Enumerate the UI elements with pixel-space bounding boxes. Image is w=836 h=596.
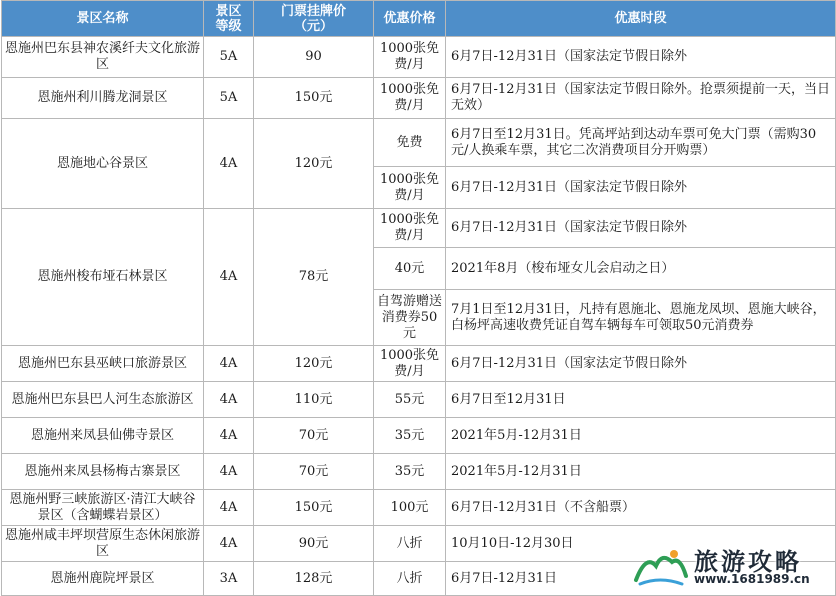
header-period: 优惠时段 <box>446 1 836 37</box>
list-price: 110元 <box>254 382 374 418</box>
scenic-name: 恩施州鹿院坪景区 <box>2 562 204 596</box>
scenic-level: 5A <box>204 78 254 119</box>
scenic-name: 恩施州来凤县仙佛寺景区 <box>2 418 204 454</box>
discount-price: 免费 <box>374 119 446 167</box>
scenic-name: 恩施州梭布垭石林景区 <box>2 209 204 346</box>
scenic-name: 恩施州利川腾龙洞景区 <box>2 78 204 119</box>
discount-period: 6月7日至12月31日。凭高坪站到达动车票可免大门票（需购30元/人换乘车票，其它二次消费项目分开购票） <box>446 119 836 167</box>
scenic-level: 4A <box>204 526 254 562</box>
watermark-title: 旅游攻略 <box>694 548 802 576</box>
table-row <box>2 454 836 490</box>
table-row <box>2 382 836 418</box>
list-price: 120元 <box>254 119 374 209</box>
discount-period: 6月7日-12月31日（国家法定节假日除外。抢票须提前一天，当日无效） <box>446 78 836 119</box>
discount-price: 1000张免费/月 <box>374 209 446 248</box>
scenic-discount-table <box>1 0 836 596</box>
scenic-name: 恩施州巴东县神农溪纤夫文化旅游区 <box>2 37 204 78</box>
discount-price: 1000张免费/月 <box>374 78 446 119</box>
scenic-level: 4A <box>204 490 254 526</box>
discount-price: 八折 <box>374 562 446 596</box>
list-price: 90元 <box>254 526 374 562</box>
scenic-level: 3A <box>204 562 254 596</box>
list-price: 150元 <box>254 78 374 119</box>
table-header-row <box>2 1 836 37</box>
table-row <box>2 78 836 119</box>
discount-period: 2021年5月-12月31日 <box>446 418 836 454</box>
table-row <box>2 37 836 78</box>
list-price: 90 <box>254 37 374 78</box>
list-price: 70元 <box>254 454 374 490</box>
discount-price: 1000张免费/月 <box>374 37 446 78</box>
scenic-name: 恩施州巴东县巫峡口旅游景区 <box>2 346 204 382</box>
discount-period: 6月7日-12月31日（国家法定节假日除外 <box>446 346 836 382</box>
watermark-url: www.1681989.cn <box>694 572 810 586</box>
discount-price: 55元 <box>374 382 446 418</box>
table-row <box>2 209 836 248</box>
table-row <box>2 490 836 526</box>
scenic-level: 4A <box>204 346 254 382</box>
table-row <box>2 346 836 382</box>
discount-period: 2021年8月（梭布垭女儿会启动之日） <box>446 248 836 290</box>
table-row <box>2 418 836 454</box>
scenic-name: 恩施州野三峡旅游区·清江大峡谷景区（含蝴蝶岩景区） <box>2 490 204 526</box>
discount-period: 2021年5月-12月31日 <box>446 454 836 490</box>
header-level: 景区 等级 <box>204 1 254 37</box>
discount-period: 6月7日-12月31日（国家法定节假日除外 <box>446 209 836 248</box>
discount-period: 6月7日-12月31日（国家法定节假日除外 <box>446 167 836 209</box>
scenic-name: 恩施州咸丰坪坝营原生态休闲旅游区 <box>2 526 204 562</box>
scenic-name: 恩施地心谷景区 <box>2 119 204 209</box>
discount-price: 1000张免费/月 <box>374 346 446 382</box>
scenic-name: 恩施州巴东县巴人河生态旅游区 <box>2 382 204 418</box>
table-row <box>2 119 836 167</box>
list-price: 78元 <box>254 209 374 346</box>
discount-period: 7月1日至12月31日，凡持有恩施北、恩施龙凤坝、恩施大峡谷，白杨坪高速收费凭证自驾车辆每车可领取50元消费券 <box>446 290 836 346</box>
scenic-level: 4A <box>204 119 254 209</box>
discount-period: 6月7日-12月31日 <box>446 562 836 596</box>
discount-period: 6月7日-12月31日（国家法定节假日除外 <box>446 37 836 78</box>
scenic-level: 4A <box>204 209 254 346</box>
scenic-level: 4A <box>204 454 254 490</box>
list-price: 70元 <box>254 418 374 454</box>
scenic-level: 5A <box>204 37 254 78</box>
header-name: 景区名称 <box>2 1 204 37</box>
discount-period: 6月7日至12月31日 <box>446 382 836 418</box>
list-price: 128元 <box>254 562 374 596</box>
discount-price: 100元 <box>374 490 446 526</box>
discount-price: 35元 <box>374 418 446 454</box>
header-price: 门票挂牌价 （元） <box>254 1 374 37</box>
scenic-name: 恩施州来凤县杨梅古寨景区 <box>2 454 204 490</box>
discount-price: 八折 <box>374 526 446 562</box>
table-row <box>2 526 836 562</box>
list-price: 150元 <box>254 490 374 526</box>
discount-price: 40元 <box>374 248 446 290</box>
discount-price: 1000张免费/月 <box>374 167 446 209</box>
table-row <box>2 562 836 596</box>
discount-period: 10月10日-12月30日 <box>446 526 836 562</box>
header-discount: 优惠价格 <box>374 1 446 37</box>
scenic-level: 4A <box>204 382 254 418</box>
scenic-level: 4A <box>204 418 254 454</box>
discount-price: 35元 <box>374 454 446 490</box>
list-price: 120元 <box>254 346 374 382</box>
discount-period: 6月7日-12月31日（不含船票） <box>446 490 836 526</box>
discount-price: 自驾游赠送消费券50元 <box>374 290 446 346</box>
